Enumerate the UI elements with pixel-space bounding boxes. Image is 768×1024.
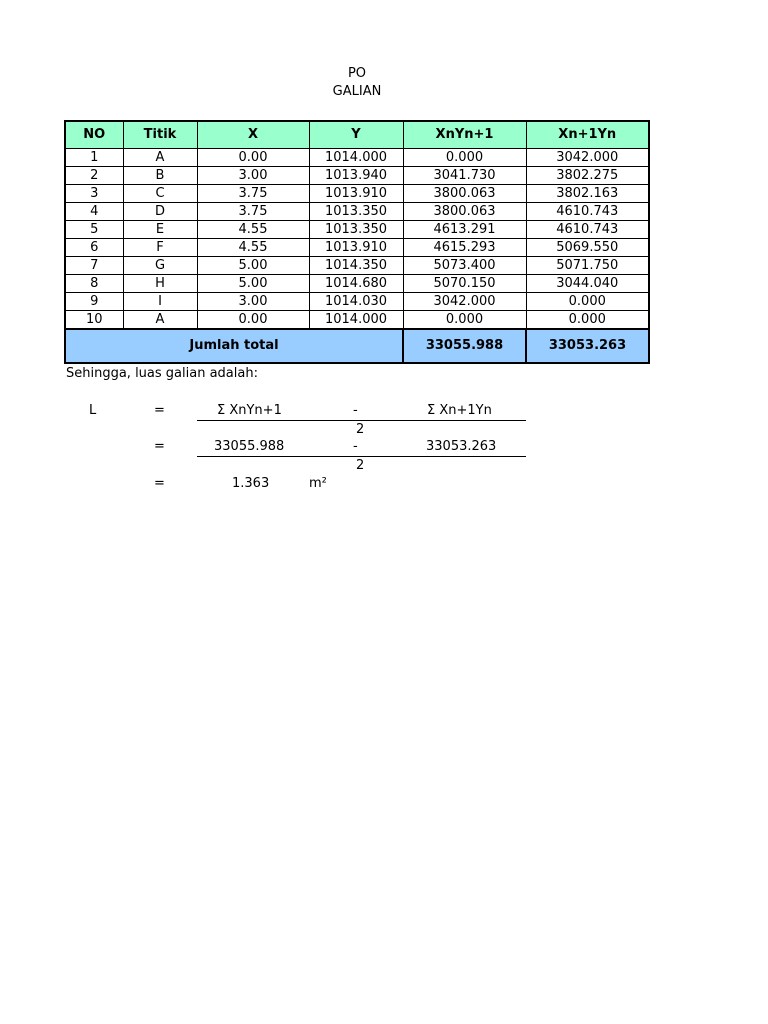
document-subtitle: GALIAN [332,84,382,99]
cell-no: 1 [65,149,123,167]
cell-titik: E [123,221,197,239]
table-row [65,203,649,221]
cell-no: 3 [65,185,123,203]
cell-titik: G [123,257,197,275]
cell-xnyn1: 3042.000 [403,293,526,311]
header-x: X [197,121,309,149]
cell-xn1yn: 3802.275 [526,167,649,185]
cell-titik: C [123,185,197,203]
cell-x: 3.75 [197,203,309,221]
cell-no: 5 [65,221,123,239]
cell-y: 1014.030 [309,293,403,311]
cell-y: 1013.910 [309,239,403,257]
cell-y: 1014.350 [309,257,403,275]
table-row [65,167,649,185]
cell-no: 8 [65,275,123,293]
cell-no: 10 [65,311,123,330]
cell-y: 1014.000 [309,149,403,167]
table-row [65,185,649,203]
conclusion-text: Sehingga, luas galian adalah: [66,366,258,381]
cell-titik: A [123,311,197,330]
formula-value-1: 33055.988 [214,439,285,454]
total-xn1yn: 33053.263 [526,329,649,363]
total-row [65,329,649,363]
cell-xn1yn: 5071.750 [526,257,649,275]
formula-divisor-2: 2 [356,458,365,473]
formula-equals-3: = [154,476,165,491]
header-titik: Titik [123,121,197,149]
cell-y: 1013.350 [309,221,403,239]
cell-y: 1014.680 [309,275,403,293]
document-title: PO [347,66,367,81]
formula-unit: m² [309,476,327,491]
table-row [65,239,649,257]
cell-x: 3.75 [197,185,309,203]
cell-titik: D [123,203,197,221]
cell-no: 9 [65,293,123,311]
cell-y: 1014.000 [309,311,403,330]
cell-xnyn1: 3800.063 [403,203,526,221]
fraction-line-1 [197,420,526,421]
cell-xnyn1: 3800.063 [403,185,526,203]
table-header-row [65,121,649,149]
formula-value-2: 33053.263 [426,439,497,454]
cell-titik: A [123,149,197,167]
formula-result: 1.363 [232,476,270,491]
cell-y: 1013.910 [309,185,403,203]
cell-xn1yn: 3044.040 [526,275,649,293]
cell-titik: F [123,239,197,257]
cell-x: 0.00 [197,149,309,167]
header-xn1yn: Xn+1Yn [526,121,649,149]
formula-variable: L [89,403,97,418]
cell-x: 4.55 [197,221,309,239]
header-y: Y [309,121,403,149]
table-body [65,149,649,330]
cell-xnyn1: 3041.730 [403,167,526,185]
header-no: NO [65,121,123,149]
cell-xn1yn: 4610.743 [526,203,649,221]
formula-equals-1: = [154,403,165,418]
cell-x: 5.00 [197,275,309,293]
cell-titik: H [123,275,197,293]
cell-xn1yn: 3802.163 [526,185,649,203]
cell-xn1yn: 5069.550 [526,239,649,257]
formula-equals-2: = [154,439,165,454]
fraction-line-2 [197,456,526,457]
cell-x: 3.00 [197,293,309,311]
cell-xnyn1: 0.000 [403,311,526,330]
cell-no: 7 [65,257,123,275]
cell-y: 1013.940 [309,167,403,185]
cell-xn1yn: 3042.000 [526,149,649,167]
cell-xnyn1: 4613.291 [403,221,526,239]
cell-x: 4.55 [197,239,309,257]
cell-xnyn1: 4615.293 [403,239,526,257]
formula-sum-xnyn1: Σ XnYn+1 [217,403,282,418]
cell-no: 6 [65,239,123,257]
cell-x: 5.00 [197,257,309,275]
cell-xn1yn: 0.000 [526,293,649,311]
table-row [65,257,649,275]
cell-no: 2 [65,167,123,185]
cell-xn1yn: 4610.743 [526,221,649,239]
cell-titik: I [123,293,197,311]
cell-xnyn1: 5073.400 [403,257,526,275]
table-row [65,221,649,239]
total-xnyn1: 33055.988 [403,329,526,363]
header-xnyn1: XnYn+1 [403,121,526,149]
coordinate-table [64,120,650,364]
formula-minus-1: - [353,403,358,418]
cell-x: 0.00 [197,311,309,330]
cell-xn1yn: 0.000 [526,311,649,330]
cell-no: 4 [65,203,123,221]
cell-xnyn1: 5070.150 [403,275,526,293]
formula-sum-xn1yn: Σ Xn+1Yn [427,403,492,418]
cell-xnyn1: 0.000 [403,149,526,167]
total-label: Jumlah total [65,329,403,363]
table-row [65,275,649,293]
formula-minus-2: - [353,439,358,454]
table-row [65,149,649,167]
cell-x: 3.00 [197,167,309,185]
formula-divisor-1: 2 [356,422,365,437]
table-row [65,293,649,311]
cell-y: 1013.350 [309,203,403,221]
cell-titik: B [123,167,197,185]
table-row [65,311,649,330]
